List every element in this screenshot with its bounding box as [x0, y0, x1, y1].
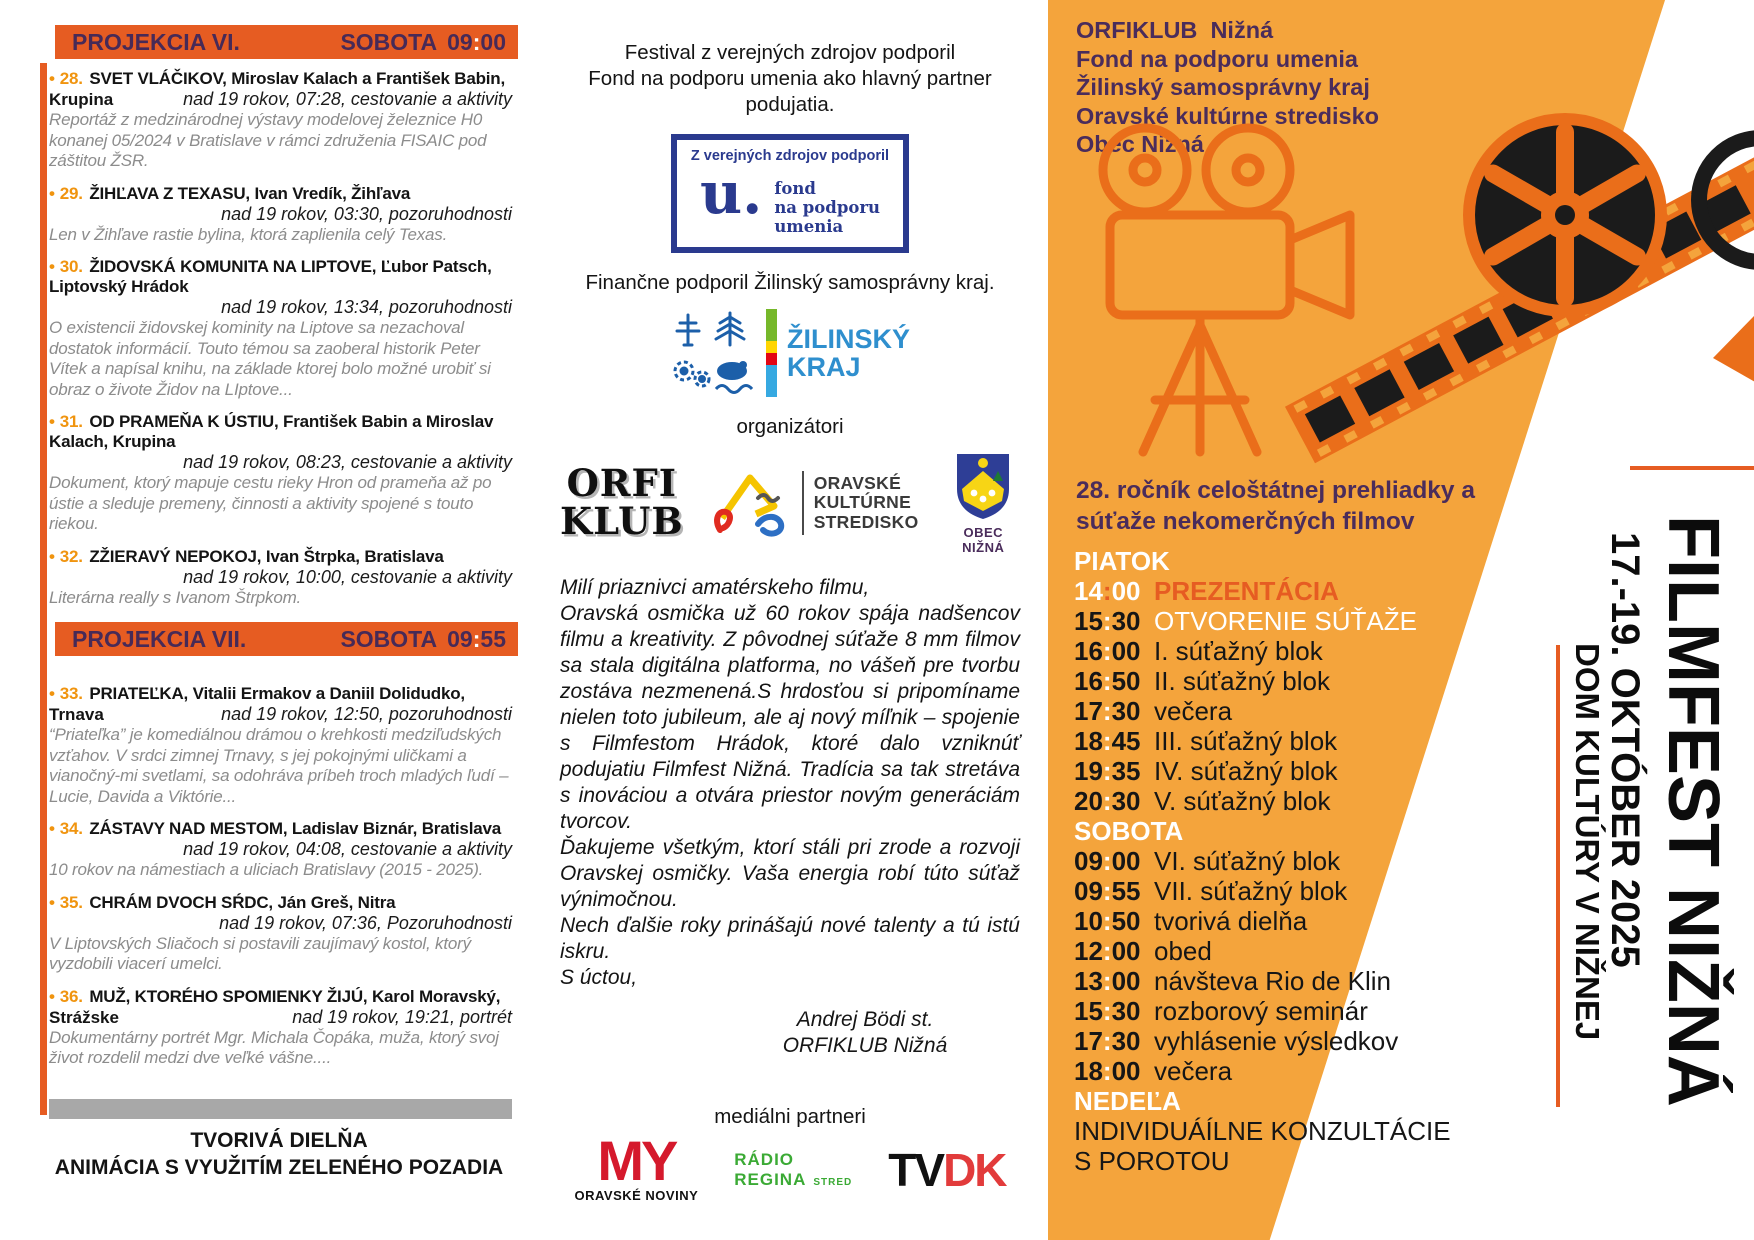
media-partner-logos-row — [560, 1128, 1020, 1203]
media-partners-label: mediálni partneri — [714, 1104, 866, 1128]
film-title: PRIATEĽKA, — [89, 684, 189, 703]
obec-nizna-caption: OBEC NIŽNÁ — [962, 524, 1005, 555]
festival-title-vertical: FILMFEST NIŽNÁ — [1653, 515, 1733, 1107]
oks-logo-divider — [802, 471, 804, 535]
festival-dates-vertical: 17.-19. OKTÓBER 2025 — [1603, 532, 1647, 968]
workshop-line1: TVORIVÁ DIELŇA — [190, 1128, 368, 1152]
film-meta: nad 19 rokov, 07:28, cestovanie a aktivity — [183, 89, 512, 109]
festival-support-line1: Festival z verejných zdrojov podporil — [624, 41, 956, 64]
film-entry — [49, 987, 518, 1069]
sponsor-line: Obec Nižná — [1076, 131, 1204, 157]
section-header-projekcia-vi — [55, 25, 518, 59]
schedule-item: 12:00 obed — [1074, 936, 1212, 966]
schedule-item: 16:50 II. súťažný blok — [1074, 666, 1330, 696]
sponsor-line: Oravské kultúrne stredisko — [1076, 102, 1380, 129]
film-number: 31. — [59, 412, 83, 431]
film-title: SVET VLÁČIKOV, — [89, 69, 227, 88]
film-entry — [49, 819, 518, 881]
sponsors-panel — [560, 40, 1020, 1203]
bullet-icon: • — [49, 412, 55, 431]
film-entry — [49, 257, 518, 400]
festival-schedule — [1074, 546, 1451, 1176]
film-city: Strážske — [49, 1007, 119, 1027]
obec-nizna-logo — [947, 451, 1021, 555]
oravske-kulturne-stredisko-logo — [712, 466, 919, 540]
schedule-item: 17:30 vyhlásenie výsledkov — [1074, 1026, 1399, 1056]
festival-venue-vertical: DOM KULTÚRY V NIŽNEJ — [1569, 643, 1606, 1041]
film-authors: František Babin a Miroslav Kalach, Krupina — [49, 412, 494, 451]
schedule-item: 09:00 VI. súťažný blok — [1074, 846, 1341, 876]
film-number: 33. — [59, 684, 83, 703]
film-authors: Ivan Štrpka, Bratislava — [261, 546, 444, 566]
signature-org: ORFIKLUB Nižná — [782, 1033, 948, 1057]
letter-paragraph: Oravská osmička už 60 rokov spája nadšencov filmu a kreativity. Z pôvodnej súťaže 8 mm filmov sa stala digitálna platforma, no vášeň pre tvorbu zostáva nezmenená.S hrdosťou si pripomíname nielen toto jubileum, ale aj nový míľnik – spojenie s Filmfestom Hrádok, ktoré dalo vzniknúť podujatiu Filmfest Nižná. Tradícia sa tak stretáva s inováciou a otvára priestor novým generáciám tvorcov. — [560, 601, 1020, 833]
schedule-item: 18:45 III. súťažný blok — [1074, 726, 1338, 756]
schedule-day: PIATOK — [1074, 546, 1170, 576]
bullet-icon: • — [49, 819, 55, 838]
film-meta: nad 19 rokov, 13:34, pozoruhodnosti — [221, 297, 512, 317]
bullet-icon: • — [49, 257, 55, 276]
film-description: 10 rokov na námestiach a uliciach Bratislavy (2015 - 2025). — [49, 860, 484, 879]
schedule-note: S POROTOU — [1074, 1146, 1230, 1176]
film-list-projekcia-vi — [40, 69, 518, 608]
bullet-icon: • — [49, 986, 55, 1006]
film-meta: nad 19 rokov, 07:36, Pozoruhodnosti — [219, 912, 512, 933]
film-number: 35. — [59, 892, 83, 912]
film-description: V Liptovských Sliačoch si postavili zaujímavý kostol, ktorý vyzdobili viacerí umelci. — [49, 933, 471, 973]
film-authors: Ľubor Patsch, Liptovský Hrádok — [49, 257, 492, 296]
film-title: CHRÁM DVOCH SŔDC, — [89, 892, 273, 912]
film-number: 28. — [59, 69, 83, 88]
film-entry — [49, 184, 518, 246]
bullet-icon: • — [49, 546, 55, 566]
zilinsky-kraj-color-bar-icon — [766, 309, 777, 397]
obec-nizna-coat-of-arms-icon — [954, 451, 1012, 521]
workshop-line2: ANIMÁCIA S VYUŽITÍM ZELENÉHO POZADIA — [54, 1156, 504, 1180]
schedule-item: 16:00 I. súťažný blok — [1074, 636, 1323, 666]
sponsor-line: Žilinský samosprávny kraj — [1076, 74, 1370, 100]
film-number: 30. — [59, 257, 83, 276]
film-meta: nad 19 rokov, 19:21, portrét — [292, 1006, 512, 1027]
film-description: Len v Žihľave rastie bylina, ktorá zaplienila celý Texas. — [49, 224, 448, 244]
film-meta: nad 19 rokov, 10:00, cestovanie a aktivity — [183, 566, 512, 587]
film-description: Literárna really s Ivanom Štrpkom. — [49, 587, 302, 607]
schedule-item: 10:50 tvorivá dielňa — [1074, 906, 1308, 936]
film-authors: Ladislav Biznár, Bratislava — [287, 819, 501, 838]
film-meta: nad 19 rokov, 08:23, cestovanie a aktivity — [183, 452, 512, 472]
program-panel — [40, 25, 518, 1182]
letter-paragraph: Ďakujeme všetkým, ktorí stáli pri zrode a rozvoji Oravskej osmičky. Vaša energia robí túto súťaž výnimočnou. — [560, 835, 1020, 911]
film-description: O existencii židovskej kominity na Liptove sa nezachoval dostatok informácií. Touto témou sa zaoberal historik Peter Vítek a napísal knihu, na základe ktorej bolo možné urobiť si obraz o živote Židov na LIptove... — [49, 318, 491, 399]
film-entry — [49, 893, 518, 975]
schedule-item: 09:55 VII. súťažný blok — [1074, 876, 1348, 906]
schedule-item: 15:30 rozborový seminár — [1074, 996, 1368, 1026]
schedule-item: 17:30 večera — [1074, 696, 1233, 726]
zsk-support-note: Finančne podporil Žilinský samosprávny kraj. — [585, 270, 995, 294]
film-title: ZŽIERAVÝ NEPOKOJ, — [89, 546, 262, 566]
section-time: SOBOTA 09:00 — [340, 28, 506, 55]
zilinsky-kraj-emblem-icon — [670, 309, 756, 397]
letter-paragraph: Nech ďalšie roky prinášajú nové talenty a tú istú iskru. — [560, 913, 1020, 963]
bullet-icon: • — [49, 183, 55, 203]
film-number: 36. — [59, 986, 83, 1006]
fpu-logo: Z verejných zdrojov podporil u. fond na podporu umenia — [671, 134, 909, 253]
accent-horizontal-rule — [1630, 466, 1754, 470]
schedule-day: NEDEĽA — [1074, 1086, 1181, 1116]
film-entry — [49, 547, 518, 609]
film-city: Krupina — [49, 90, 114, 109]
schedule-item: 20:30 V. súťažný blok — [1074, 786, 1331, 816]
festival-subtitle: 28. ročník celoštátnej prehliadky a súťaže nekomerčných filmov — [1076, 477, 1475, 535]
film-number: 34. — [59, 819, 83, 838]
film-authors: Karol Moravský, — [367, 986, 501, 1006]
film-description: Dokumentárny portrét Mgr. Michala Čopáka, muža, ktorý svoj život rozdelil medzi dve veľké vášne.... — [49, 1027, 499, 1067]
film-description: “Priateľka” je komediálnou drámou o krehkosti medziľudských vzťahov. V srdci zimnej Trnavy, s jej pokojnými uličkami a vianočný-mi svetlami, sa odohráva príbeh troch mladých ľudí – Lucie, Davida a Viktórie... — [49, 725, 509, 806]
film-entry — [49, 69, 518, 172]
bullet-icon: • — [49, 684, 55, 703]
bullet-icon: • — [49, 892, 55, 912]
zilinsky-kraj-logo — [560, 309, 1020, 397]
sponsor-line: Fond na podporu umenia — [1076, 45, 1358, 72]
workshop-announcement — [40, 1127, 518, 1182]
film-meta: nad 19 rokov, 03:30, pozoruhodnosti — [221, 203, 512, 224]
film-title: ZÁSTAVY NAD MESTOM, — [89, 819, 288, 838]
orfi-klub-logo: ORFI KLUB — [560, 461, 684, 543]
schedule-item: 14:00 PREZENTÁCIA — [1074, 576, 1339, 606]
schedule-item: 13:00 návšteva Rio de Klin — [1074, 966, 1392, 996]
letter-paragraph: S úctou, — [560, 965, 638, 989]
film-title: ŽIHĽAVA Z TEXASU, — [89, 183, 250, 203]
section-time: SOBOTA 09:55 — [340, 625, 506, 652]
film-title: MUŽ, KTORÉHO SPOMIENKY ŽIJÚ, — [89, 986, 368, 1006]
letter-text — [560, 575, 1020, 991]
oks-wordmark: ORAVSKÉ KULTÚRNE STREDISKO — [813, 472, 919, 532]
film-number: 29. — [59, 183, 83, 203]
film-entry — [49, 684, 518, 807]
accent-vertical-rule — [1556, 645, 1560, 1107]
schedule-item: 19:35 IV. súťažný blok — [1074, 756, 1338, 786]
organizers-label: organizátori — [736, 414, 844, 438]
radio-regina-logo: RÁDIO REGINA STRED — [734, 1149, 853, 1189]
film-reel-icon — [1469, 119, 1661, 311]
my-oravske-noviny-logo: MY ORAVSKÉ NOVINY — [574, 1128, 699, 1203]
sponsor-line: ORFIKLUB Nižná — [1076, 17, 1274, 43]
film-entry — [49, 412, 518, 535]
letter-paragraph: Milí priaznivci amatérskeho filmu, — [560, 575, 870, 599]
fpu-logo-tagline: Z verejných zdrojov podporil — [690, 148, 890, 164]
fpu-logo-mark: u. — [699, 159, 763, 227]
section-title: PROJEKCIA VI. — [72, 28, 240, 55]
film-title: ŽIDOVSKÁ KOMUNITA NA LIPTOVE, — [89, 257, 377, 276]
organizer-logos-row — [560, 451, 1020, 555]
schedule-note: INDIVIDUÁÍLNE KONZULTÁCIE — [1074, 1116, 1451, 1146]
section-header-projekcia-vii — [55, 622, 518, 656]
film-city: Trnava — [49, 705, 104, 724]
film-title: OD PRAMEŇA K ÚSTIU, — [89, 412, 279, 431]
tvdk-logo: TVDK — [888, 1143, 1006, 1196]
film-description: Reportáž z medzinárodnej výstavy modelovej železnice H0 konanej 05/2024 v Bratislave v rámci združenia FISAIC pod záštitou ŽSR. — [49, 110, 487, 170]
film-description: Dokument, ktorý mapuje cestu rieky Hron od prameňa až po ústie a sleduje premeny, činnosti a aktivity spojené s touto riekou. — [49, 473, 492, 533]
film-authors: Vitalii Ermakov a Daniil Dolidudko, — [188, 684, 465, 703]
bullet-icon: • — [49, 69, 55, 88]
film-camera-illustration — [1055, 70, 1754, 490]
festival-support-line2: Fond na podporu umenia ako hlavný partner podujatia. — [588, 67, 992, 116]
divider-bar — [49, 1099, 512, 1119]
film-list-projekcia-vii — [40, 684, 518, 1069]
signature-name: Andrej Bödi st. — [796, 1007, 934, 1031]
schedule-day: SOBOTA — [1074, 816, 1184, 846]
oks-emblem-icon — [712, 466, 792, 540]
film-meta: nad 19 rokov, 12:50, pozoruhodnosti — [221, 704, 512, 724]
film-authors: Ivan Vredík, Žihľava — [249, 183, 411, 203]
film-authors: Miroslav Kalach a František Babin, — [226, 69, 505, 88]
film-authors: Ján Greš, Nitra — [272, 892, 396, 912]
zilinsky-kraj-wordmark: ŽILINSKÝ KRAJ — [786, 323, 910, 382]
schedule-item: 18:00 večera — [1074, 1056, 1233, 1086]
film-meta: nad 19 rokov, 04:08, cestovanie a aktivity — [183, 839, 512, 859]
film-number: 32. — [59, 546, 83, 566]
schedule-item: 15:30 OTVORENIE SÚŤAŽE — [1074, 606, 1417, 636]
section-title: PROJEKCIA VII. — [72, 625, 247, 652]
letter-signature — [710, 1007, 1020, 1059]
